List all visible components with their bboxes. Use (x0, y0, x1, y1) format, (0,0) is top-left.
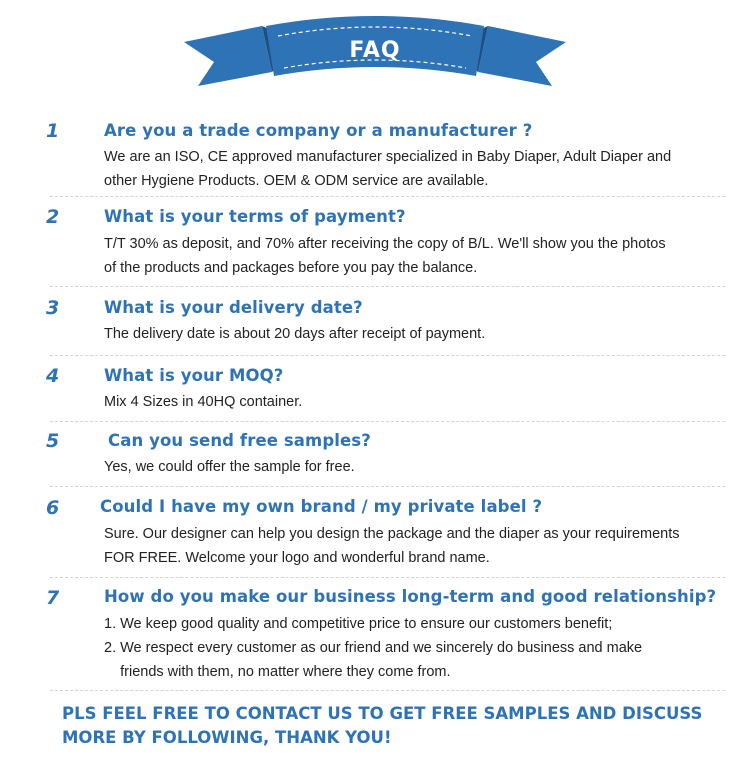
banner-right-tail (478, 26, 566, 86)
footer-line: MORE BY FOLLOWING, THANK YOU! (62, 728, 392, 747)
faq-answer-line: T/T 30% as deposit, and 70% after receiving the copy of B/L. We'll show you the photos (104, 236, 666, 252)
faq-answer-line: Yes, we could offer the sample for free. (104, 459, 355, 475)
faq-question: Could I have my own brand / my private label ? (100, 497, 543, 516)
faq-number: 7 (46, 587, 60, 609)
divider (50, 196, 725, 197)
faq-number: 6 (46, 497, 60, 519)
faq-answer-line: of the products and packages before you pay the balance. (104, 260, 478, 276)
faq-answer-line: Mix 4 Sizes in 40HQ container. (104, 394, 303, 410)
faq-answer-line: friends with them, no matter where they come from. (104, 664, 451, 680)
faq-answer-line: We are an ISO, CE approved manufacturer specialized in Baby Diaper, Adult Diaper and (104, 149, 672, 165)
contact-footer (62, 702, 702, 750)
faq-answer-line: The delivery date is about 20 days after receipt of payment. (104, 326, 486, 342)
faq-answer-line: other Hygiene Products. OEM & ODM service are available. (104, 173, 489, 189)
faq-question: How do you make our business long-term and good relationship? (104, 587, 717, 606)
faq-banner (180, 14, 570, 94)
faq-answer-line: 1. We keep good quality and competitive price to ensure our customers benefit; (104, 616, 613, 632)
divider (50, 690, 725, 691)
faq-question: Are you a trade company or a manufacturer ? (104, 121, 533, 140)
faq-number: 5 (46, 430, 60, 452)
faq-answer-line: 2. We respect every customer as our friend and we sincerely do business and make (104, 640, 643, 656)
banner-title: FAQ (349, 38, 401, 63)
faq-answer-line: FOR FREE. Welcome your logo and wonderful brand name. (104, 550, 490, 566)
faq-answer-line: Sure. Our designer can help you design the package and the diaper as your requirements (104, 526, 680, 542)
faq-question: What is your terms of payment? (104, 207, 406, 226)
faq-number: 1 (46, 120, 60, 142)
faq-number: 3 (46, 297, 60, 319)
faq-question: What is your delivery date? (104, 298, 363, 317)
divider (50, 486, 725, 487)
faq-question: What is your MOQ? (104, 366, 284, 385)
footer-line: PLS FEEL FREE TO CONTACT US TO GET FREE SAMPLES AND DISCUSS (62, 704, 703, 723)
faq-question: Can you send free samples? (108, 431, 371, 450)
banner-left-tail (184, 26, 272, 86)
divider (50, 355, 725, 356)
divider (50, 286, 725, 287)
faq-number: 4 (46, 365, 60, 387)
divider (50, 577, 725, 578)
divider (50, 421, 725, 422)
faq-number: 2 (46, 206, 60, 228)
